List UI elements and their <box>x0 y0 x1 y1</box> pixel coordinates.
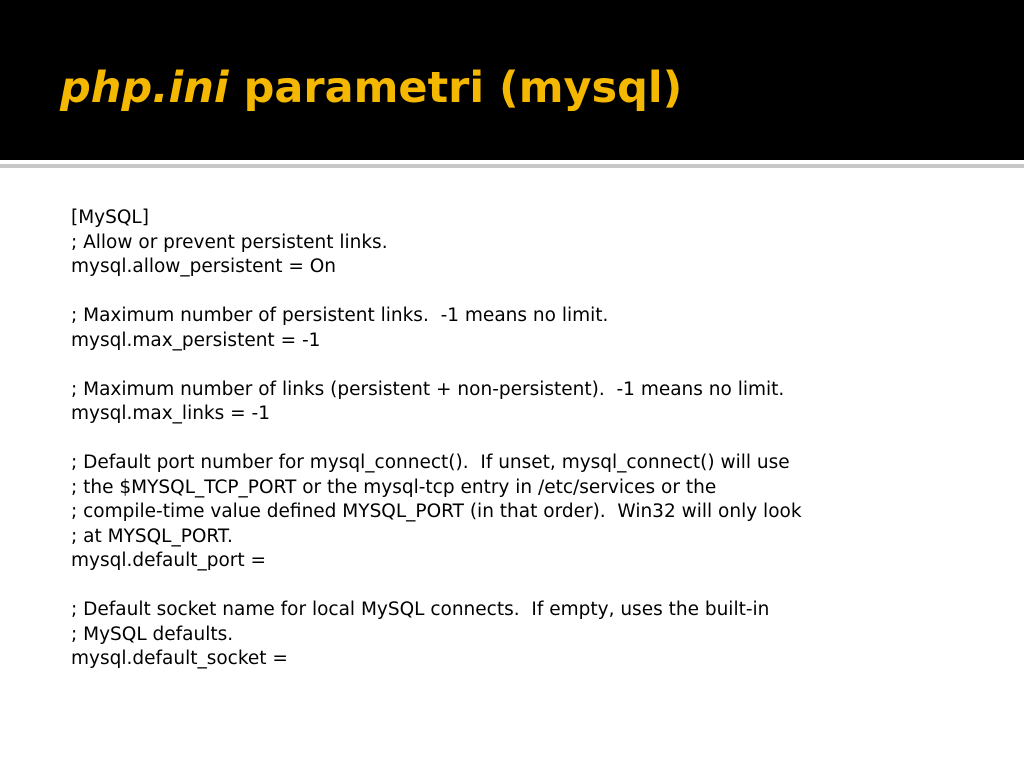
title-bar <box>0 0 1024 160</box>
body-line: ; Default port number for mysql_connect(). If unset, mysql_connect() will use <box>71 452 790 473</box>
body-line: ; Maximum number of persistent links. -1 means no limit. <box>71 305 609 326</box>
body-line: ; the $MYSQL_TCP_PORT or the mysql-tcp entry in /etc/services or the <box>71 476 717 498</box>
body-line <box>71 574 1001 599</box>
title-italic: php.ini <box>60 63 229 113</box>
slide-body <box>71 206 1001 672</box>
body-line: ; MySQL defaults. <box>71 623 234 645</box>
body-line <box>71 427 1001 452</box>
body-line <box>71 353 1001 378</box>
body-line: ; compile-time value defined MYSQL_PORT (in that order). Win32 will only look <box>71 501 802 522</box>
body-line: ; Maximum number of links (persistent + non-persistent). -1 means no limit. <box>71 378 785 400</box>
body-line: mysql.default_socket = <box>71 648 288 669</box>
body-line: ; at MYSQL_PORT. <box>71 525 233 547</box>
body-line: mysql.allow_persistent = On <box>71 256 336 277</box>
body-line: mysql.default_port = <box>71 550 267 571</box>
body-line <box>71 280 1001 305</box>
title-divider-grey <box>0 164 1024 168</box>
body-line: [MySQL] <box>71 207 149 228</box>
body-line: mysql.max_links = -1 <box>71 403 270 424</box>
title-rest: parametri (mysql) <box>243 63 683 113</box>
body-line: mysql.max_persistent = -1 <box>71 329 321 351</box>
body-line: ; Allow or prevent persistent links. <box>71 231 388 253</box>
slide-title <box>60 60 682 116</box>
body-line: ; Default socket name for local MySQL connects. If empty, uses the built-in <box>71 599 770 620</box>
